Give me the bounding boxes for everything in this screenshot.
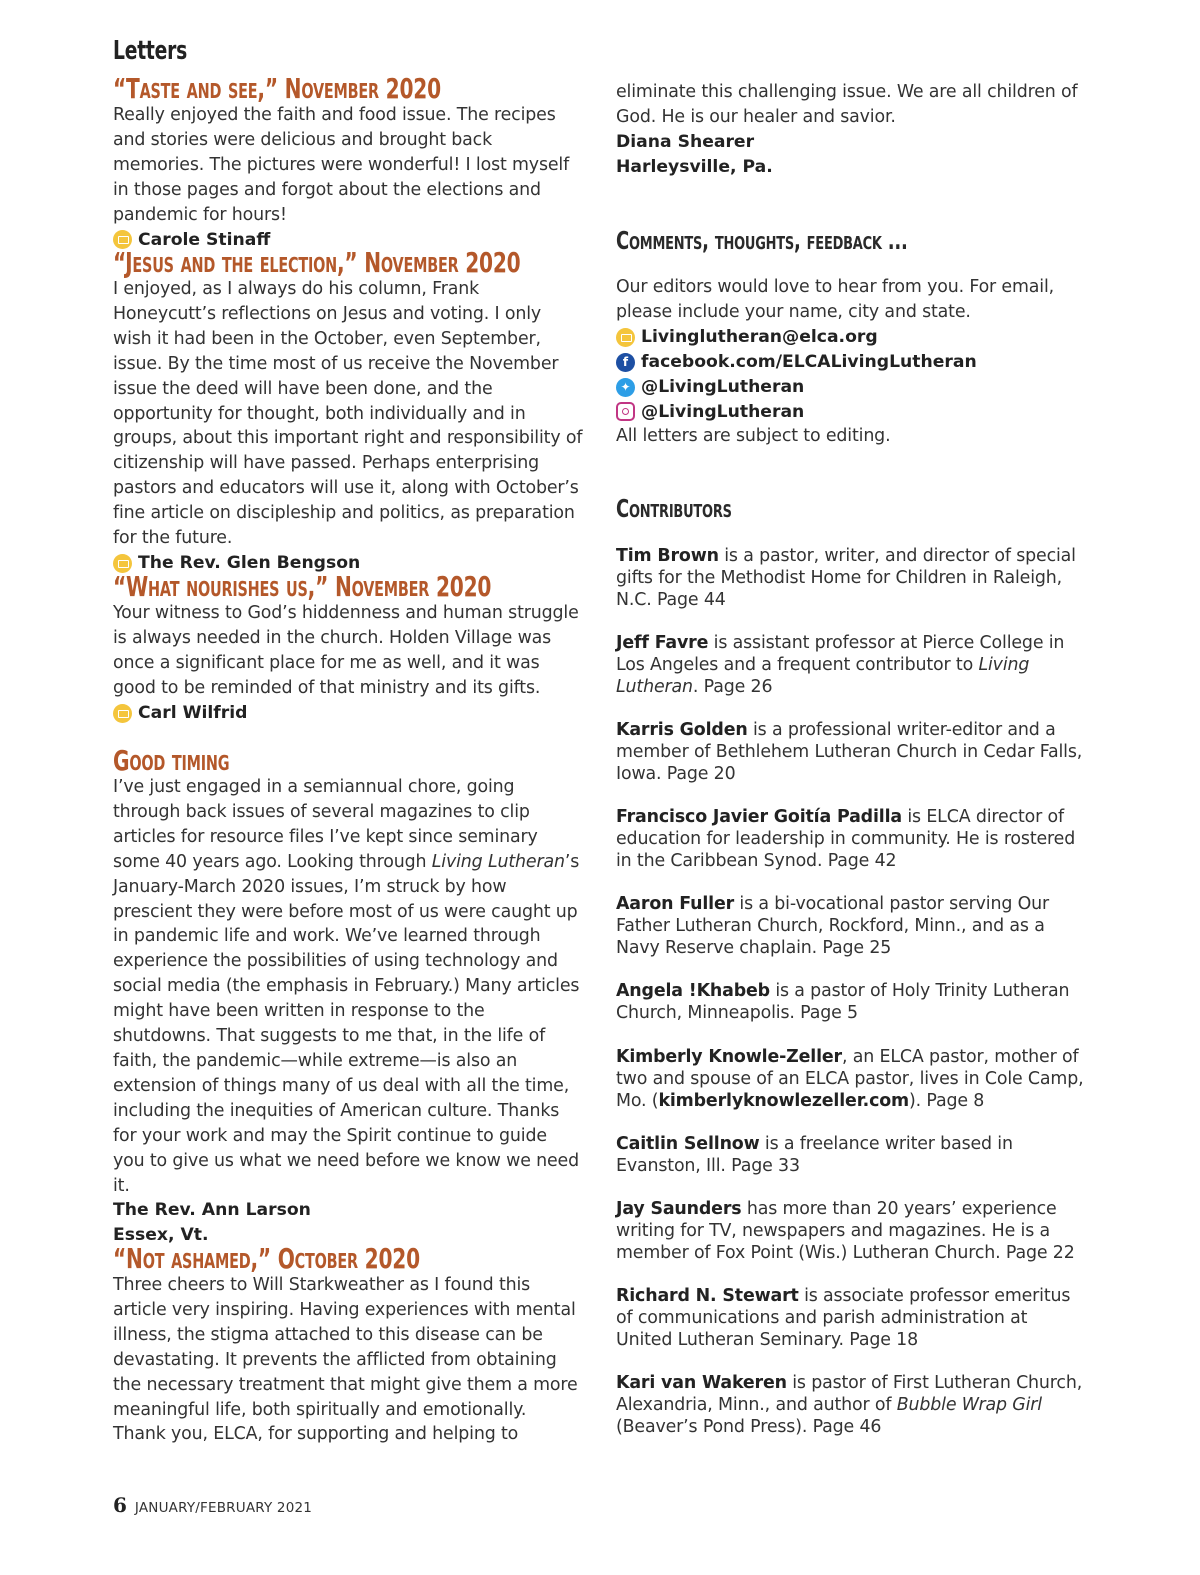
facebook-contact <box>616 350 1086 375</box>
contributor-name: Tim Brown <box>616 546 719 566</box>
contributor-name: Aaron Fuller <box>616 894 735 914</box>
instagram-link[interactable]: @LivingLutheran <box>641 401 805 422</box>
letter-signature: The Rev. Ann Larson <box>113 1200 311 1221</box>
comments-heading: Comments, thoughts, feedback ... <box>616 226 908 255</box>
instagram-icon <box>616 402 635 421</box>
contributor-entry <box>616 1198 1086 1264</box>
facebook-link[interactable]: facebook.com/ELCALivingLutheran <box>641 351 977 372</box>
contributor-entry <box>616 1046 1086 1112</box>
letter-jesus-election <box>113 246 583 576</box>
contributor-name: Kari van Wakeren <box>616 1373 787 1393</box>
letter-heading: “Jesus and the election,” November 2020 <box>113 246 521 279</box>
twitter-link[interactable]: @LivingLutheran <box>641 376 805 397</box>
page-footer <box>113 1493 312 1517</box>
contributor-entry <box>616 545 1086 611</box>
letter-what-nourishes <box>113 570 583 726</box>
issue-date: JANUARY/FEBRUARY 2021 <box>134 1500 313 1516</box>
signature-name: Carl Wilfrid <box>138 702 248 723</box>
letter-body: eliminate this challenging issue. We are all children of God. He is our healer and savior. <box>616 82 1078 127</box>
letter-body: Your witness to God’s hiddenness and human struggle is always needed in the church. Holden Village was once a significant place for me as well, and it was good to be reminded of that ministry and its gifts. <box>113 603 579 698</box>
contributor-name: Caitlin Sellnow <box>616 1134 760 1154</box>
letter-location: Harleysville, Pa. <box>616 156 773 177</box>
contributor-name: Kimberly Knowle-Zeller <box>616 1047 842 1067</box>
letter-body: I enjoyed, as I always do his column, Frank Honeycutt’s reflections on Jesus and voting. I only wish it had been in the October, even September, issue. By the time most of us receive the November issue the deed will have been done, and the opportunity for thought, both individually and in groups, about this important right and responsibility of citizenship will have passed. Perhaps enterprising pastors and educators will use it, along with October’s fine article on discipleship and politics, as preparation for the future. <box>113 279 583 549</box>
contributor-entry <box>616 632 1086 698</box>
letter-signature <box>113 701 583 726</box>
body-text: ’s January-March 2020 issues, I’m struck by how prescient they were before most of us were caught up in pandemic life and work. We’ve learned through experience the possibilities of using technology and social media (the emphasis in February.) Many articles might have been written in response to the shutdowns. That suggests to me that, in the life of faith, the pandemic—while extreme—is also an extension of things many of us deal with all the time, including the inequities of American culture. Thanks for your work and may the Spirit continue to guide you to give us what we need before we know we need it. <box>113 851 580 1196</box>
contributor-bio: is associate professor emeritus of communications and parish administration at United Lutheran Seminary. Page 18 <box>616 1286 1071 1350</box>
contributor-bio: is pastor of First Lutheran Church, Alexandria, Minn., and author of <box>616 1373 1083 1415</box>
letter-heading: Good timing <box>113 744 230 777</box>
contributor-bio: has more than 20 years’ experience writing for TV, newspapers and magazines. He is a member of Fox Point (Wis.) Lutheran Church. Page 22 <box>616 1199 1075 1263</box>
book-title: Bubble Wrap Girl <box>896 1395 1042 1415</box>
facebook-icon: f <box>616 353 635 372</box>
contributor-bio: is ELCA director of education for leadership in community. He is rostered in the Caribbean Synod. Page 42 <box>616 807 1076 871</box>
contributor-bio: is a bi-vocational pastor serving Our Father Lutheran Church, Rockford, Minn., and as a Navy Reserve chaplain. Page 25 <box>616 894 1050 958</box>
letter-location: Essex, Vt. <box>113 1225 209 1246</box>
contributors-section <box>616 494 1086 523</box>
contributor-name: Karris Golden <box>616 720 748 740</box>
letter-body <box>113 775 583 1198</box>
letter-body: Three cheers to Will Starkweather as I found this article very inspiring. Having experiences with mental illness, the stigma attached to this disease can be devastating. It prevents the afflicted from obtaining the necessary treatment that might give them a more meaningful life, both spiritually and emotionally. Thank you, ELCA, for supporting and helping to <box>113 1275 578 1445</box>
contributor-entry <box>616 719 1086 785</box>
contributors-heading: Contributors <box>616 494 732 523</box>
letter-not-ashamed <box>113 1242 583 1447</box>
contributor-bio: , an ELCA pastor, mother of two and spouse of an ELCA pastor, lives in Cole Camp, Mo. ( <box>616 1047 1084 1111</box>
website-link[interactable]: kimberlyknowlezeller.com <box>658 1091 910 1111</box>
page-number: 6 <box>113 1493 127 1517</box>
mail-icon <box>113 704 132 723</box>
twitter-contact <box>616 375 1086 400</box>
contributor-bio: is a pastor of Holy Trinity Lutheran Church, Minneapolis. Page 5 <box>616 981 1070 1023</box>
letter-body: Really enjoyed the faith and food issue. The recipes and stories were delicious and brought back memories. The pictures were wonderful! I lost myself in those pages and forgot about the elections and pandemic for hours! <box>113 105 570 225</box>
letter-continued <box>616 80 1086 180</box>
letter-signature: Diana Shearer <box>616 131 755 152</box>
contributor-bio: is assistant professor at Pierce College in Los Angeles and a frequent contributor to <box>616 633 1065 675</box>
comments-intro: Our editors would love to hear from you. For email, please include your name, city and state. <box>616 277 1055 322</box>
body-text: I’ve just engaged in a semiannual chore, going through back issues of several magazines to clip articles for resource files I’ve kept since seminary some 40 years ago. Looking through <box>113 777 538 872</box>
letter-good-timing <box>113 744 583 1248</box>
twitter-icon: ✦ <box>616 378 635 397</box>
contributor-name: Angela !Khabeb <box>616 981 770 1001</box>
email-contact <box>616 325 1086 350</box>
mail-icon <box>616 328 635 347</box>
contributor-entry <box>616 806 1086 872</box>
contributor-bio: is a professional writer-editor and a member of Bethlehem Lutheran Church in Cedar Falls, Iowa. Page 20 <box>616 720 1083 784</box>
contributor-bio: is a pastor, writer, and director of special gifts for the Methodist Home for Children in Raleigh, N.C. Page 44 <box>616 546 1076 610</box>
comments-section <box>616 226 1086 449</box>
letter-heading: “Not ashamed,” October 2020 <box>113 1242 420 1275</box>
contributor-bio: is a freelance writer based in Evanston, Ill. Page 33 <box>616 1134 1013 1176</box>
signature-name: Carole Stinaff <box>138 229 271 250</box>
contributor-entry <box>616 1285 1086 1351</box>
contributor-entry <box>616 980 1086 1024</box>
letter-taste-and-see <box>113 72 583 252</box>
contributor-name: Jeff Favre <box>616 633 709 653</box>
editing-note: All letters are subject to editing. <box>616 426 891 447</box>
contributor-bio: (Beaver’s Pond Press). Page 46 <box>616 1417 882 1437</box>
contributor-name: Richard N. Stewart <box>616 1286 799 1306</box>
signature-name: The Rev. Glen Bengson <box>138 552 361 573</box>
contributor-name: Francisco Javier Goitía Padilla <box>616 807 902 827</box>
letter-heading: “What nourishes us,” November 2020 <box>113 570 492 603</box>
magazine-title: Living Lutheran <box>431 851 565 872</box>
contributor-entry <box>616 1372 1086 1438</box>
contributor-entry <box>616 893 1086 959</box>
contributor-bio: . Page 26 <box>692 677 773 697</box>
magazine-title: Living Lutheran <box>616 655 1030 697</box>
contributor-name: Jay Saunders <box>616 1199 742 1219</box>
letter-heading: “Taste and see,” November 2020 <box>113 72 441 105</box>
instagram-contact <box>616 400 1086 425</box>
page-title: Letters <box>113 36 188 66</box>
contributor-entry <box>616 1133 1086 1177</box>
contributor-bio: ). Page 8 <box>909 1091 985 1111</box>
email-link[interactable]: Livinglutheran@elca.org <box>641 326 878 347</box>
